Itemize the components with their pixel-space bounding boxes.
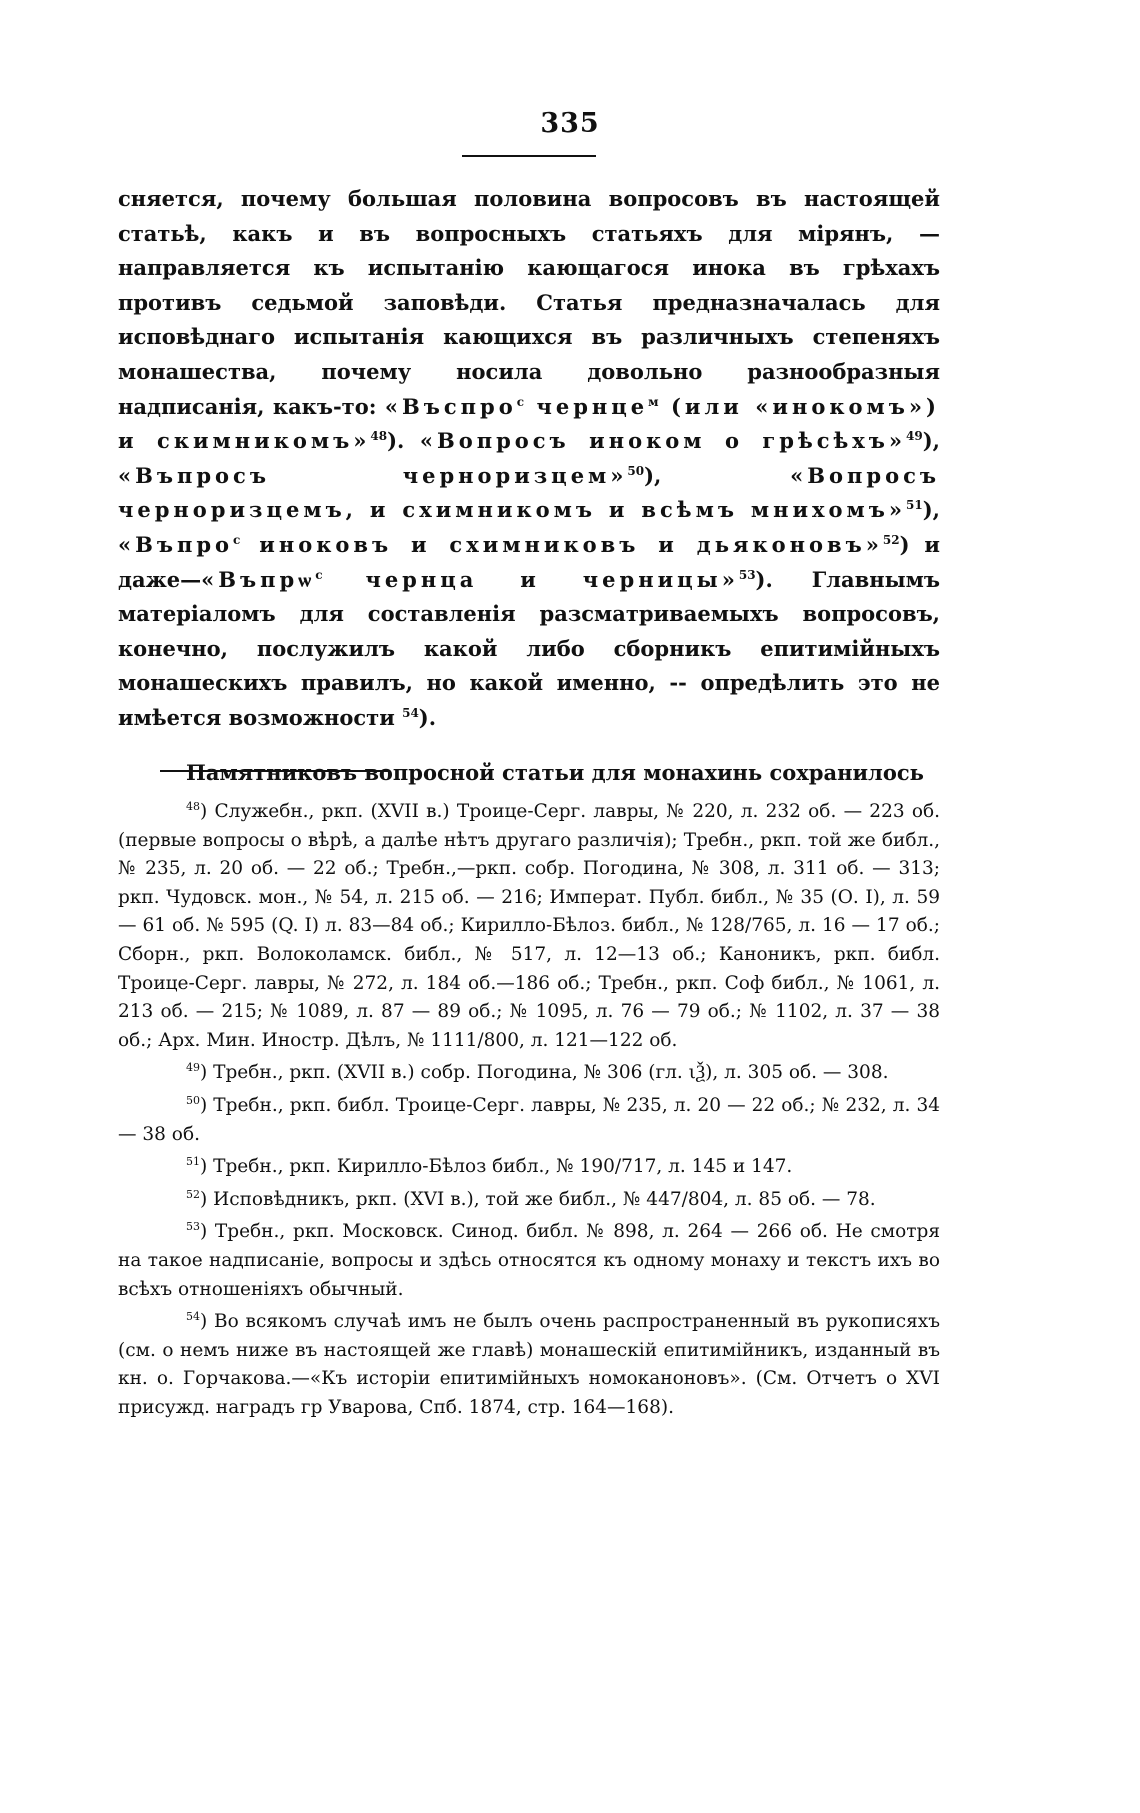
text-run: ), (922, 428, 940, 454)
text-run: ), (644, 462, 791, 488)
footnote-ref: 53 (738, 567, 756, 582)
footnote-mark: 50 (186, 1093, 200, 1107)
footnote-rule (160, 770, 390, 772)
superscript-letter: м (648, 394, 659, 409)
title-run: «Въпрѡ (201, 566, 316, 592)
footnote-text: ) Исповѣдникъ, ркп. (XVI в.), той же библ., № 447/804, л. 85 об. — 78. (200, 1188, 876, 1210)
footnote-ref: 48 (370, 429, 388, 444)
paragraph-1 (118, 182, 940, 736)
footnote-ref: 51 (906, 498, 923, 513)
footnote-mark: 48 (186, 800, 200, 813)
text-run: ) и даже— (118, 531, 940, 592)
footnote-51 (118, 1153, 940, 1182)
main-text (118, 182, 940, 790)
footnote-text: ) Служебн., ркп. (XVII в.) Троице-Серг. лавры, № 220, л. 232 об. — 223 об. (первые вопросы о вѣрѣ, а далѣе нѣтъ другаго различія); Требн., ркп. той же библ., № 235, л. 20 об. — 22 об.; Требн.,—ркп. собр. Погодина, № 308, л. 311 об. — 313; ркп. Чудовск. мон., № 54, л. 215 об. — 216; Императ. Публ. библ., № 35 (О. I), л. 59 — 61 об. № 595 (Q. I) л. 83—84 об.; Кирилло-Бѣлоз. библ., № 128/765, л. 16 — 17 об.; Сборн., ркп. Волоколамск. библ., № 517, л. 12—13 об.; Каноникъ, ркп. библ. Троице-Серг. лавры, № 272, л. 184 об.—186 об.; Требн., ркп. Соф библ., № 1061, л. 213 об. — 215; № 1089, л. 87 — 89 об.; № 1095, л. 76 — 79 об.; № 1102, л. 37 — 38 об.; Арх. Мин. Иностр. Дѣлъ, № 1111/800, л. 121—122 об. (118, 801, 940, 1051)
footnote-54 (118, 1308, 940, 1422)
footnote-mark: 52 (186, 1187, 200, 1201)
footnote-49 (118, 1059, 940, 1088)
footnote-50 (118, 1092, 940, 1149)
header-rule (462, 155, 596, 157)
footnote-text: ) Требн., ркп. (XVII в.) собр. Погодина, № 306 (гл. ιѮ), л. 305 об. — 308. (200, 1062, 889, 1084)
footnote-mark: 51 (186, 1155, 200, 1169)
page-number: 335 (540, 108, 600, 139)
footnote-ref: 52 (882, 532, 900, 547)
text-run: ), (922, 497, 940, 523)
title-run: (или «инокомъ») и скимникомъ» (118, 393, 940, 454)
footnote-ref: 49 (906, 429, 923, 444)
title-run: «Въпросъ черноризцем» (118, 462, 628, 488)
text-run: ). (418, 704, 437, 730)
footnotes (118, 798, 940, 1426)
title-run: «Вопросъ иноком о грѣсѣхъ» (419, 428, 907, 454)
superscript-letter: с (233, 532, 241, 547)
footnote-ref: 54 (402, 705, 419, 720)
footnote-mark: 54 (186, 1310, 200, 1324)
footnote-52 (118, 1186, 940, 1215)
superscript-letter: с (516, 394, 525, 409)
footnote-48 (118, 798, 940, 1055)
footnote-text: ) Требн., ркп. Кирилло-Бѣлоз библ., № 190/717, л. 145 и 147. (200, 1156, 793, 1178)
text-run: сняется, почему большая половина вопросовъ въ настоящей статьѣ, какъ и въ вопросныхъ статьяхъ для мірянъ, — направляется къ испытанію кающагося инока въ грѣхахъ противъ седьмой заповѣди. Статья предназначалась для исповѣднаго испытанія кающихся въ различныхъ степеняхъ монашества, почему носила довольно разнообразныя надписанія, какъ-то: (118, 186, 940, 419)
paragraph-2: Памятниковъ вопросной статьи для монахинь сохранилось (186, 759, 924, 785)
footnote-mark: 53 (186, 1220, 200, 1234)
superscript-letter: с (315, 567, 323, 582)
footnote-mark: 49 (186, 1061, 200, 1075)
text-run: ). (387, 428, 420, 454)
title-run: «Въпро (118, 531, 234, 557)
title-run: чернце (524, 393, 649, 419)
footnote-text: ) Во всякомъ случаѣ имъ не былъ очень распространенный въ рукописяхъ (см. о немъ ниже въ настоящей же главѣ) монашескій епитимійникъ, изданный въ кн. о. Горчакова.—«Къ исторіи епитимійныхъ номоканоновъ». (См. Отчетъ о XVI присужд. наградъ гр Уварова, Спб. 1874, стр. 164—168). (118, 1311, 940, 1418)
footnote-53 (118, 1218, 940, 1304)
footnote-text: ) Требн., ркп. Московск. Синод. библ. № 898, л. 264 — 266 об. Не смотря на такое надписаніе, вопросы и здѣсь относятся къ одному монаху и текстъ ихъ во всѣхъ отношеніяхъ обычный. (118, 1221, 940, 1300)
footnote-text: ) Требн., ркп. библ. Троице-Серг. лавры, № 235, л. 20 — 22 об.; № 232, л. 34 — 38 об. (118, 1094, 940, 1145)
title-run: «Вопросъ черноризцемъ, и схимникомъ и всѣмъ мнихомъ» (118, 462, 940, 523)
title-run: «Въспро (384, 393, 517, 419)
title-run: иноковъ и схимниковъ и дьяконовъ» (240, 531, 883, 557)
title-run: чернца и черницы» (322, 566, 739, 592)
footnote-ref: 50 (627, 463, 645, 478)
text-run: ). Главнымъ матеріаломъ для составленія разсматриваемыхъ вопросовъ, конечно, послужилъ какой либо сборникъ епитимійныхъ монашескихъ правилъ, но какой именно, -- опредѣлить это не имѣется возможности (118, 566, 940, 730)
